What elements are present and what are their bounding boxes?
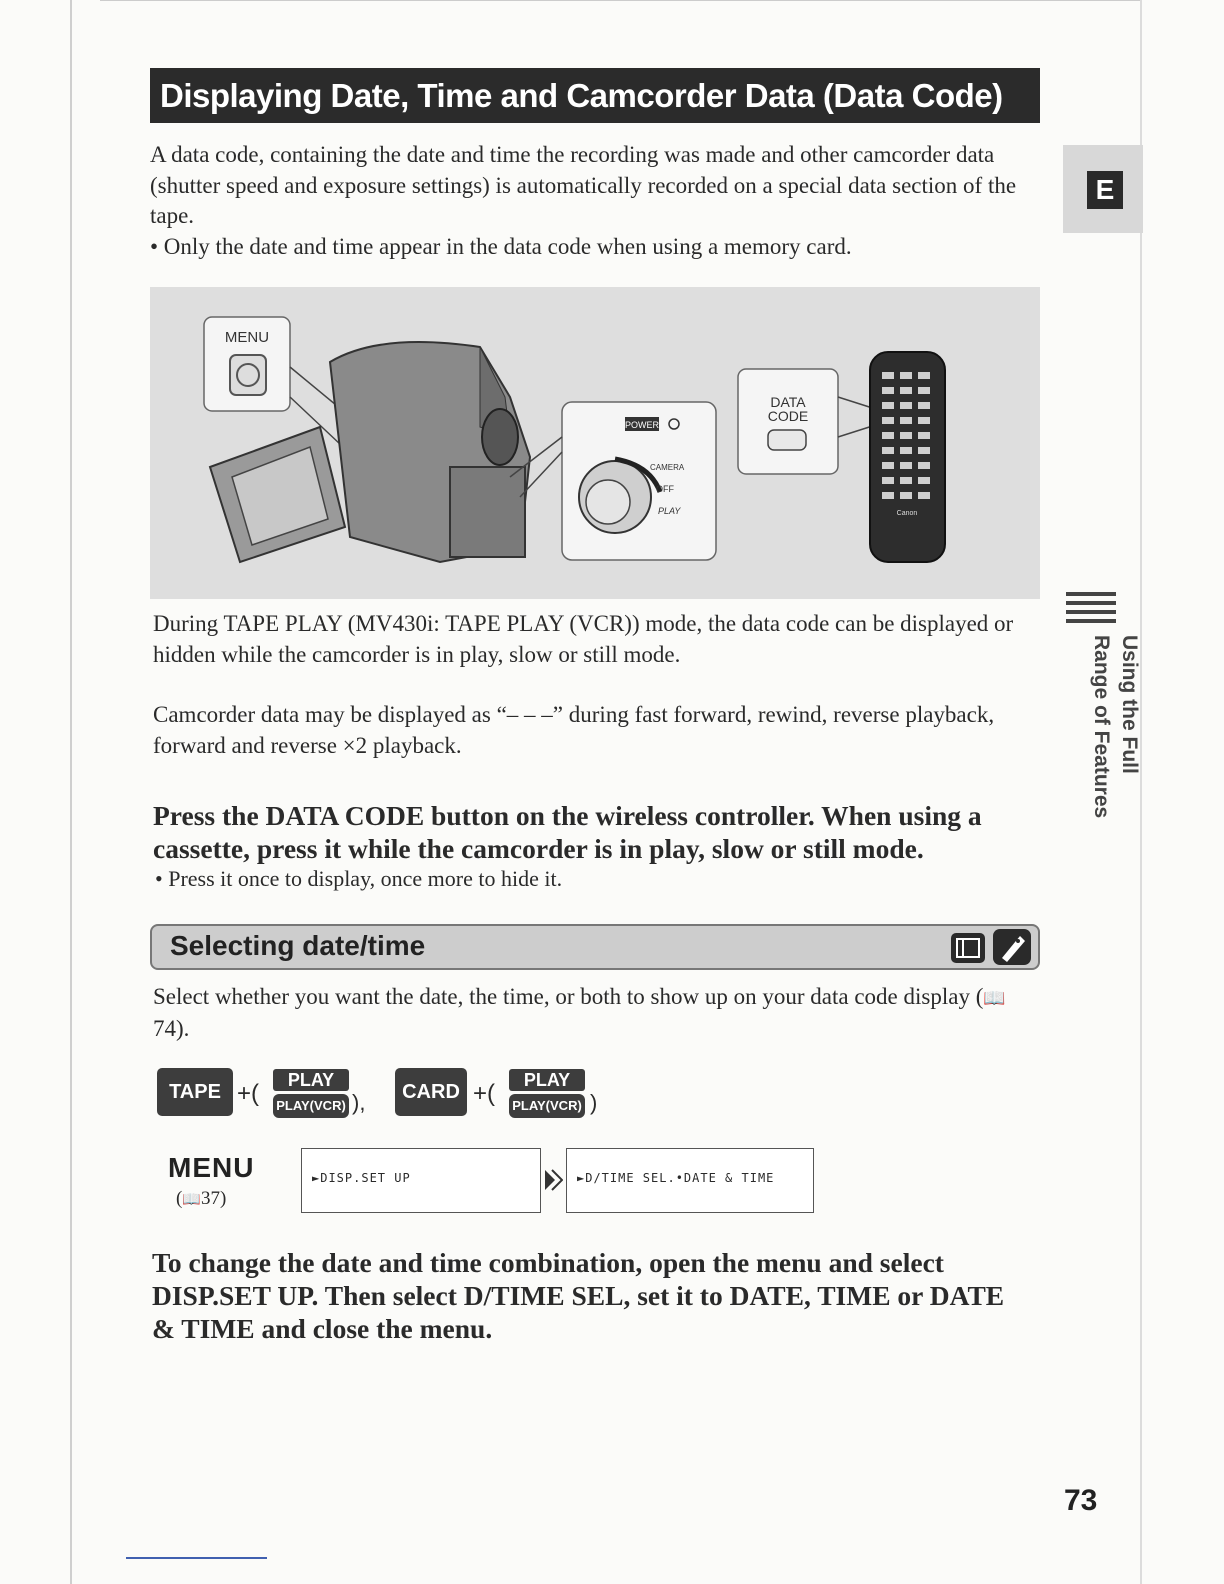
section-page-ref: 74). <box>153 1015 190 1041</box>
menu-item-d-time-sel: ►D/TIME SEL.•DATE & TIME <box>566 1148 814 1213</box>
side-label-line2: Range of Features <box>1090 635 1113 819</box>
footer-rule <box>126 1557 267 1559</box>
left-margin-line <box>70 0 72 1584</box>
top-rule <box>100 0 1140 1</box>
page-number: 73 <box>1064 1484 1098 1517</box>
card-badge: CARD <box>395 1068 467 1116</box>
play-badge-2: PLAY <box>509 1069 585 1091</box>
page-title: Displaying Date, Time and Camcorder Data (Data Code) <box>150 68 1040 123</box>
lens <box>482 409 518 465</box>
side-label-line1: Using the Full <box>1118 635 1141 774</box>
menu-ref-open: ( <box>176 1188 183 1209</box>
section-text <box>153 982 1033 1044</box>
section-title: Selecting date/time <box>170 930 426 961</box>
camcorder-illustration <box>150 287 1040 599</box>
plus-open-1: +( <box>237 1080 260 1107</box>
camcorder-illustration-svg <box>150 287 1040 599</box>
book-ref-icon: 📖 <box>983 988 1006 1008</box>
tape-badge: TAPE <box>157 1068 233 1116</box>
data-code-label-2: CODE <box>767 408 809 424</box>
menu-button-icon <box>230 355 266 395</box>
close-comma: ), <box>352 1090 366 1115</box>
menu-callout-label: MENU <box>224 329 270 346</box>
menu-item-disp-set-up: ►DISP.SET UP <box>301 1148 541 1213</box>
screen-icon <box>950 932 986 964</box>
mode-camera: CAMERA <box>650 463 685 472</box>
language-tab-e: E <box>1087 171 1123 209</box>
instruction-heading: Press the DATA CODE button on the wireless controller. When using a cassette, press it while the camcorder is in play, slow or still mode. <box>153 800 982 864</box>
side-stripes <box>1066 592 1116 623</box>
play-mode-paragraph: During TAPE PLAY (MV430i: TAPE PLAY (VCR)) mode, the data code can be displayed or hidden while the camcorder is in play, slow or still mode. <box>153 611 1014 667</box>
play-vcr-badge-2: PLAY(VCR) <box>509 1094 585 1118</box>
instruction-bullet: • Press it once to display, once more to hide it. <box>155 866 563 891</box>
plus-open-2: +( <box>473 1080 496 1107</box>
section-text-body: Select whether you want the date, the time, or both to show up on your data code display ( <box>153 984 984 1009</box>
menu-label: MENU <box>168 1152 255 1183</box>
menu-page-ref <box>176 1188 226 1210</box>
intro-bullet: • Only the date and time appear in the data code when using a memory card. <box>150 233 852 259</box>
intro-text: A data code, containing the date and time the recording was made and other camcorder data (shutter speed and exposure settings) is automatically recorded on a special data section of the tape. <box>150 142 1017 228</box>
data-code-label-1: DATA <box>770 394 806 410</box>
remote-brand: Canon <box>896 510 918 517</box>
data-code-button-icon <box>768 430 806 450</box>
menu-book-icon: 📖 <box>182 1192 202 1208</box>
menu-ref-page: 37) <box>201 1188 227 1209</box>
side-section-label <box>1087 635 1143 818</box>
camcorder-data-paragraph: Camcorder data may be displayed as “– – –” during fast forward, rewind, reverse playback, forward and reverse ×2 playback. <box>153 702 995 758</box>
mode-off: OFF <box>656 484 674 494</box>
remote-controller-icon <box>992 928 1032 966</box>
final-instruction: To change the date and time combination, open the menu and select DISP.SET UP. Then select D/TIME SEL, set it to DATE, TIME or DATE & TIME and close the menu. <box>152 1247 1005 1344</box>
next-arrow-icon <box>543 1168 563 1192</box>
close-paren: ) <box>590 1090 598 1115</box>
intro-section <box>150 140 1050 262</box>
wireless-controller <box>870 352 945 562</box>
power-label: POWER <box>624 420 660 430</box>
play-vcr-badge-1: PLAY(VCR) <box>273 1094 349 1118</box>
play-badge-1: PLAY <box>273 1069 349 1091</box>
mode-play: PLAY <box>658 506 681 516</box>
